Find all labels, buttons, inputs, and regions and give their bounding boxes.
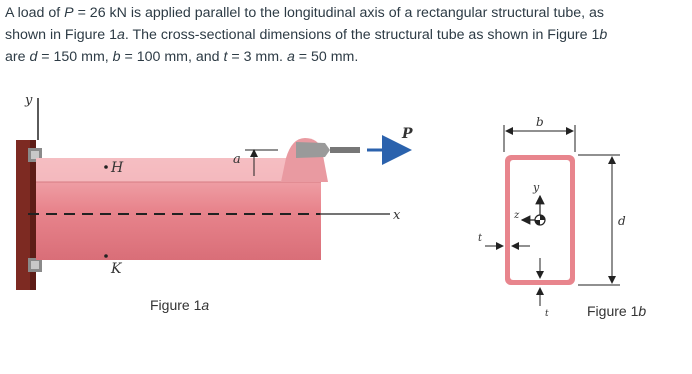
text: A load of bbox=[5, 5, 65, 21]
caption-suffix: a bbox=[201, 297, 210, 313]
label-d: d bbox=[618, 214, 626, 228]
label-y: y bbox=[25, 93, 33, 108]
support-plate bbox=[16, 140, 30, 290]
label-t-bottom: t bbox=[545, 309, 549, 319]
caption-suffix: b bbox=[638, 303, 647, 319]
bolt-icon bbox=[28, 258, 42, 272]
text: = 50 mm. bbox=[294, 49, 359, 65]
text: . The cross-sectional dimensions of the structural tube as shown in Figure 1 bbox=[124, 27, 600, 43]
label-a: a bbox=[233, 152, 241, 167]
var-b: b bbox=[112, 49, 121, 65]
var-d: d bbox=[29, 49, 38, 65]
figure-1b bbox=[478, 115, 626, 319]
caption-figure-1b bbox=[587, 303, 646, 319]
text: are bbox=[5, 49, 30, 65]
point-K bbox=[104, 254, 108, 258]
var-t: t bbox=[223, 49, 228, 65]
clevis bbox=[296, 142, 330, 158]
var-P: P bbox=[64, 5, 74, 21]
label-b: b bbox=[536, 115, 544, 129]
text: = 26 kN is applied parallel to the longitudinal axis of a rectangular structural tube, as bbox=[73, 5, 605, 21]
text: = 150 mm, bbox=[37, 49, 113, 65]
caption-text: Figure 1 bbox=[587, 303, 639, 319]
tube-top-face bbox=[36, 158, 321, 182]
figure-1a bbox=[16, 93, 413, 290]
label-H: H bbox=[111, 160, 124, 176]
text: = 3 mm. bbox=[227, 49, 287, 65]
label-z: z bbox=[514, 210, 520, 221]
label-x: x bbox=[393, 208, 401, 223]
caption-text: Figure 1 bbox=[150, 297, 202, 313]
text: shown in Figure 1 bbox=[5, 27, 117, 43]
fig-ref-b: b bbox=[599, 27, 608, 43]
var-a: a bbox=[286, 49, 295, 65]
text: = 100 mm, and bbox=[120, 49, 224, 65]
centroid-icon bbox=[535, 215, 545, 225]
label-P: P bbox=[402, 126, 413, 142]
fig-ref-a: a bbox=[116, 27, 125, 43]
label-t-left: t bbox=[478, 233, 483, 244]
point-H bbox=[104, 165, 108, 169]
label-y-section: y bbox=[533, 181, 540, 194]
label-K: K bbox=[111, 261, 122, 277]
rod bbox=[330, 147, 360, 153]
caption-figure-1a bbox=[150, 297, 209, 313]
